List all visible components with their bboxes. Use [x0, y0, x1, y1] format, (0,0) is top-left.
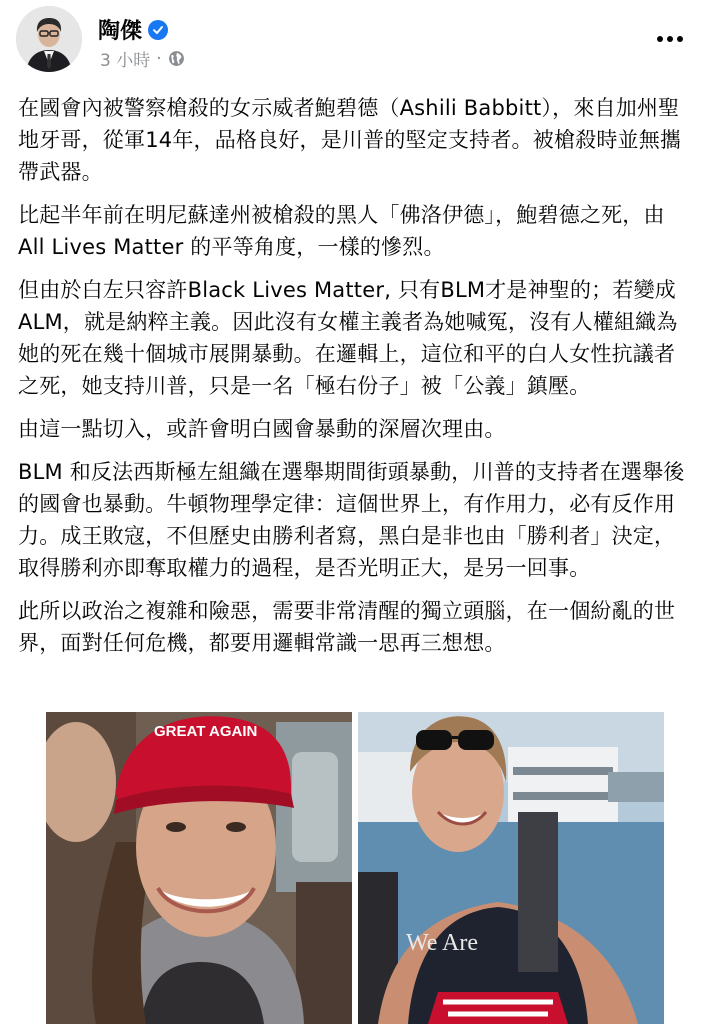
- more-options-icon[interactable]: [652, 24, 688, 54]
- photo-left[interactable]: [46, 712, 352, 1024]
- shirt-text: We Are: [406, 930, 479, 956]
- cap-text: GREAT AGAIN: [154, 723, 258, 740]
- photo-right[interactable]: [358, 712, 664, 1024]
- meta-separator: ·: [156, 48, 162, 69]
- globe-icon[interactable]: [168, 50, 185, 67]
- post-photos: [46, 712, 664, 1024]
- post-timestamp[interactable]: 3 小時: [100, 51, 151, 71]
- post-text: [18, 92, 694, 670]
- post-header: [16, 6, 690, 76]
- post-paragraph: 比起半年前在明尼蘇達州被槍殺的黑人「佛洛伊德」，鮑碧德之死，由 All Lives Matter 的平等角度，一樣的慘烈。: [18, 203, 665, 259]
- post-paragraph: 此所以政治之複雜和險惡，需要非常清醒的獨立頭腦，在一個紛亂的世界，面對任何危機，都要用邏輯常識一思再三想想。: [18, 599, 676, 655]
- avatar-portrait: [16, 6, 82, 72]
- post-meta: [100, 46, 185, 71]
- post-paragraph: 由這一點切入，或許會明白國會暴動的深層次理由。: [18, 417, 506, 441]
- author-name[interactable]: 陶傑: [98, 19, 143, 44]
- verified-badge-icon: [148, 20, 168, 40]
- author-avatar[interactable]: [16, 6, 82, 72]
- post-paragraph: BLM 和反法西斯極左組織在選舉期間街頭暴動，川普的支持者在選舉後的國會也暴動。牛頓物理學定律：這個世界上，有作用力，必有反作用力。成王敗寇，不但歷史由勝利者寫，黑白是非也由「勝利者」決定，取得勝利亦即奪取權力的過程，是否光明正大，是另一回事。: [18, 460, 685, 580]
- post-paragraph: 但由於白左只容許Black Lives Matter, 只有BLM才是神聖的；若變成ALM，就是納粹主義。因此沒有女權主義者為她喊冤，沒有人權組織為她的死在幾十個城市展開暴動。在邏輯上，這位和平的白人女性抗議者之死，她支持川普，只是一名「極右份子」被「公義」鎮壓。: [18, 278, 678, 398]
- post-paragraph: 在國會內被警察槍殺的女示威者鮑碧德（Ashili Babbitt），來自加州聖地牙哥，從軍14年，品格良好，是川普的堅定支持者。被槍殺時並無攜帶武器。: [18, 96, 682, 184]
